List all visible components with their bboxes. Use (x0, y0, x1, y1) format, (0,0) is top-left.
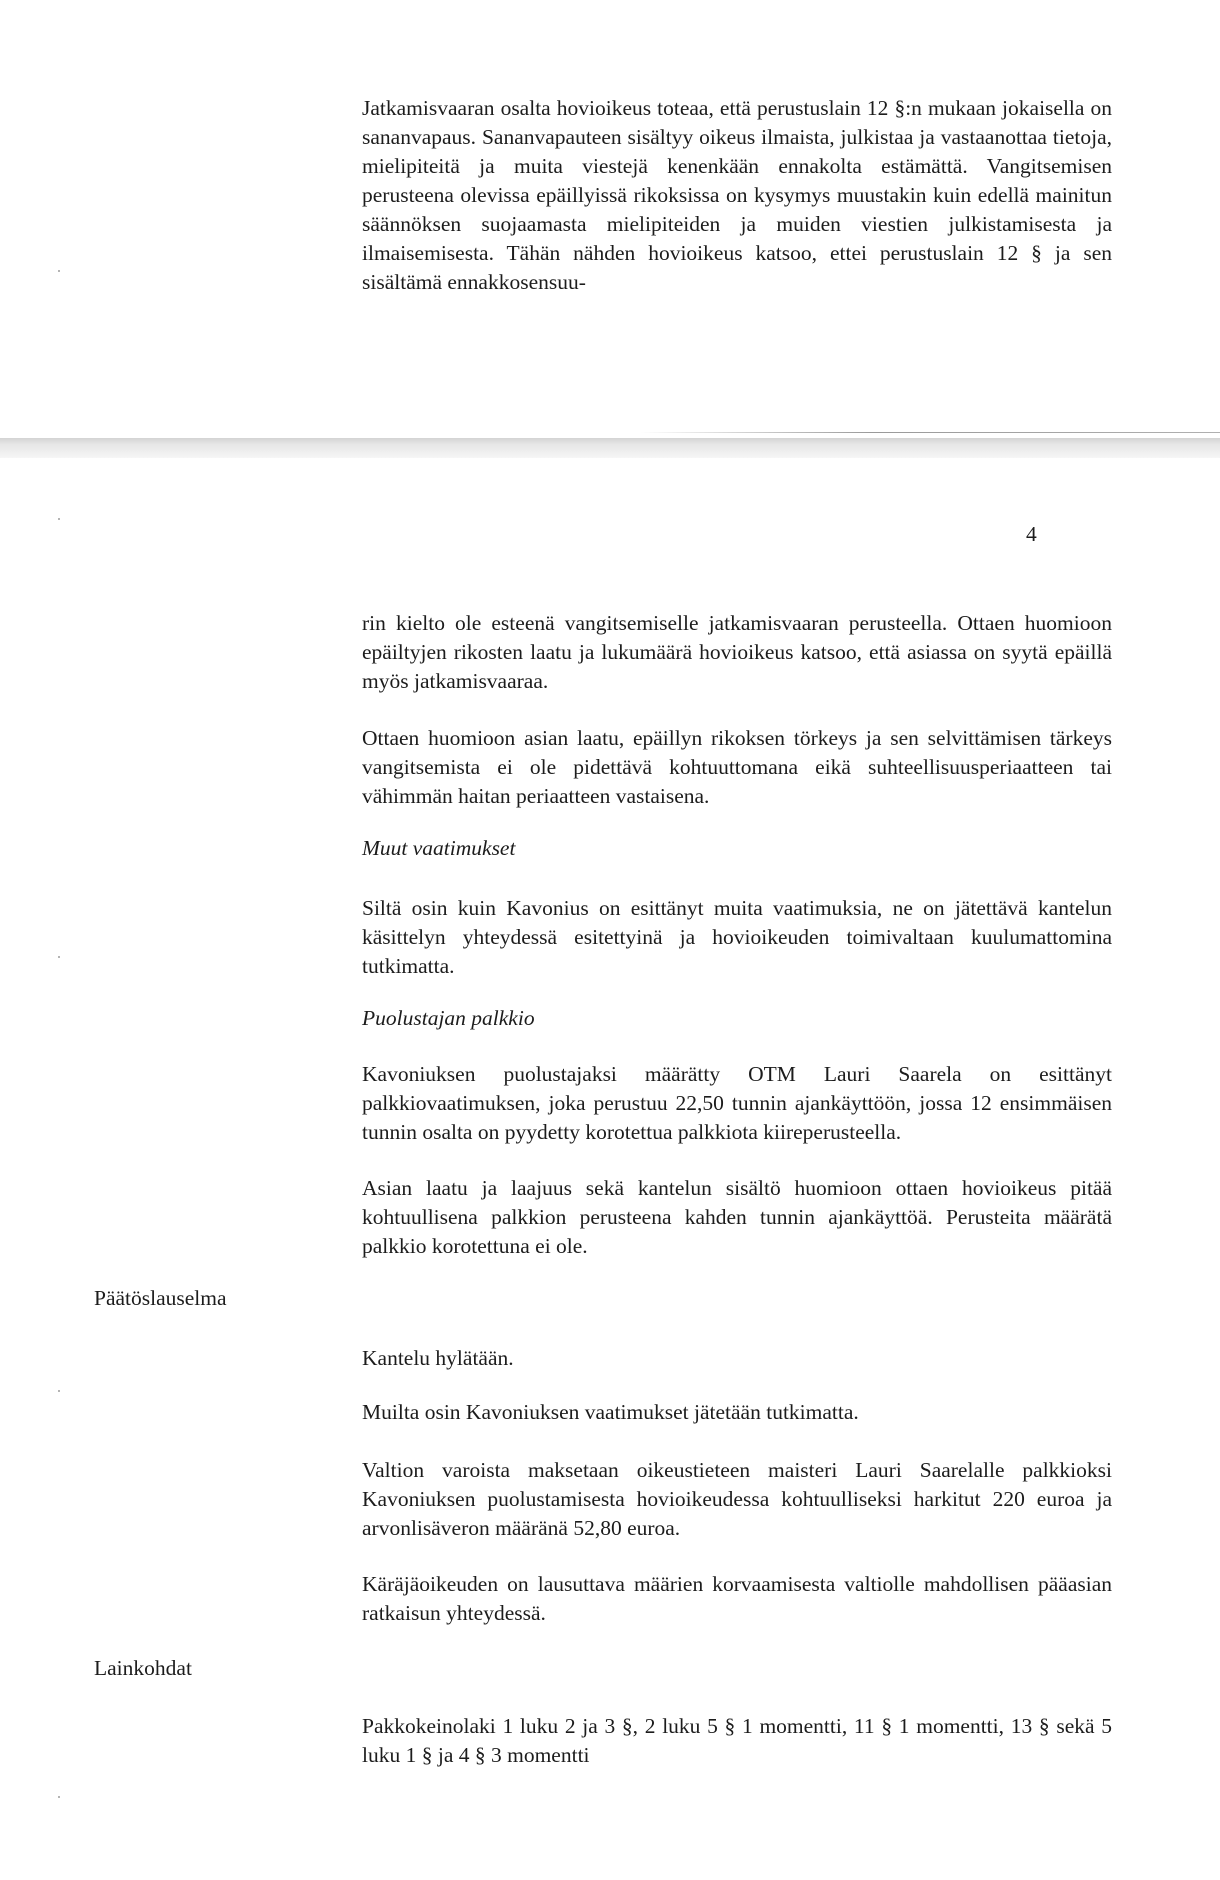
section-label-lainkohdat: Lainkohdat (94, 1656, 192, 1680)
scan-speck (58, 1390, 60, 1392)
scan-speck (58, 518, 60, 520)
paragraph-palkkio-arvio: Asian laatu ja laajuus sekä kantelun sisältö huomioon ottaen hovioikeus pitää kohtuullisena palkkion perusteena kahden tunnin ajankäyttöä. Perusteita määrätä palkkio korotettuna ei ole. (362, 1176, 1112, 1258)
paragraph-lainkohdat: Pakkokeinolaki 1 luku 2 ja 3 §, 2 luku 5 § 1 momentti, 11 § 1 momentti, 13 § sekä 5 luku 1 § ja 4 § 3 momentti (362, 1714, 1112, 1767)
paragraph-suhteellisuus: Ottaen huomioon asian laatu, epäillyn rikoksen törkeys ja sen selvittämisen tärkeys vangitsemista ei ole pidettävä kohtuuttomana eikä suhteellisuusperiaatteen tai vähimmän haitan periaatteen vastaisena. (362, 726, 1112, 808)
paragraph-vaatimukset-tutkimatta: Muilta osin Kavoniuksen vaatimukset jätetään tutkimatta. (362, 1400, 859, 1424)
paragraph-palkkiovaatimus: Kavoniuksen puolustajaksi määrätty OTM Lauri Saarela on esittänyt palkkiovaatimuksen, joka perustuu 22,50 tunnin ajankäyttöön, jossa 12 ensimmäisen tunnin osalta on pyydetty korotettua palkkiota kiireperusteella. (362, 1062, 1112, 1144)
scan-speck (58, 270, 60, 272)
paragraph-muut-vaatimukset: Siltä osin kuin Kavonius on esittänyt muita vaatimuksia, ne on jätettävä kantelun käsittelyn yhteydessä esitettyinä ja hovioikeuden toimivaltaan kuulumattomina tutkimatta. (362, 896, 1112, 978)
paragraph-kantelu-hylataan: Kantelu hylätään. (362, 1346, 514, 1370)
section-label-paatoslauselma: Päätöslauselma (94, 1286, 227, 1310)
scan-speck (58, 956, 60, 958)
paragraph-palkkio-maksu: Valtion varoista maksetaan oikeustieteen maisteri Lauri Saarelalle palkkioksi Kavoniuksen puolustamisesta hovioikeudessa kohtuulliseksi harkitut 220 euroa ja arvonlisäveron määränä 52,80 euroa. (362, 1458, 1112, 1540)
page-number: 4 (1026, 522, 1037, 546)
previous-page (0, 0, 1220, 438)
continued-paragraph: Jatkamisvaaran osalta hovioikeus toteaa, että perustuslain 12 §:n mukaan jokaisella on sananvapaus. Sananvapauteen sisältyy oikeus ilmaista, julkistaa ja vastaanottaa tietoja, mielipiteitä ja muita viestejä kenenkään ennakolta estämättä. Vangitsemisen perusteena olevissa epäillyissä rikoksissa on kysymys muustakin kuin edellä mainitun säännöksen suojaamasta mielipiteiden ja muiden viestien julkistamisesta ja ilmaisemisesta. Tähän nähden hovioikeus katsoo, ettei perustuslain 12 § ja sen sisältämä ennakkosensuu- (362, 96, 1112, 294)
heading-muut-vaatimukset: Muut vaatimukset (362, 836, 516, 860)
heading-puolustajan-palkkio: Puolustajan palkkio (362, 1006, 535, 1030)
page-break (0, 438, 1220, 458)
paragraph-korvaaminen: Käräjäoikeuden on lausuttava määrien korvaamisesta valtiolle mahdollisen pääasian ratkaisun yhteydessä. (362, 1572, 1112, 1625)
paragraph-jatkamisvaara-conclusion: rin kielto ole esteenä vangitsemiselle jatkamisvaaran perusteella. Ottaen huomioon epäiltyjen rikosten laatu ja lukumäärä hovioikeus katsoo, että asiassa on syytä epäillä myös jatkamisvaaraa. (362, 611, 1112, 693)
scan-edge-line (640, 432, 1220, 433)
scan-speck (58, 1796, 60, 1798)
